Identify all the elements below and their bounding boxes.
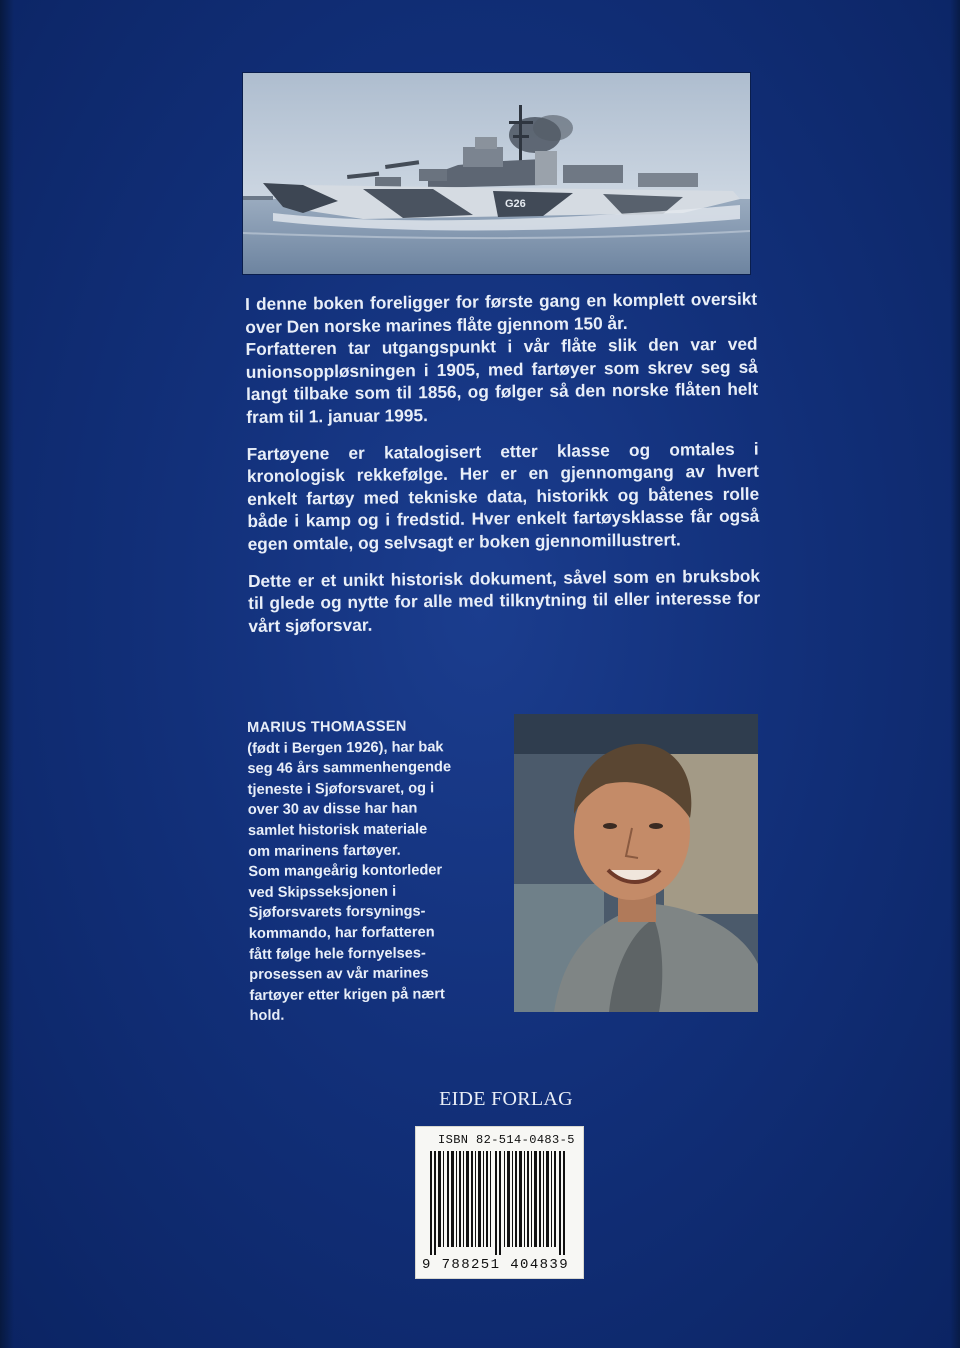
author-name: MARIUS THOMASSEN [247, 718, 407, 736]
isbn-barcode [415, 1126, 584, 1279]
blurb-intro: I denne boken foreligger for første gang en komplett oversikt over Den norske marines flåte gjennom 150 år. [245, 288, 758, 337]
cover-right-edge [950, 0, 960, 1348]
author-bio-line: seg 46 års sammenhengende [247, 759, 452, 778]
author-bio-line: kommando, har forfatteren [248, 924, 435, 942]
author-bio-line: over 30 av disse har han [247, 800, 418, 819]
author-bio-line: hold. [249, 1007, 285, 1025]
isbn-label: ISBN 82-514-0483-5 [438, 1133, 575, 1147]
author-bio-line: prosessen av vår marines [249, 965, 429, 984]
author-bio-line: (født i Bergen 1926), har bak [247, 738, 444, 757]
author-bio-line: om marinens fartøyer. [248, 842, 401, 860]
cover-left-edge [0, 0, 14, 1348]
blurb-paragraph-2: Fartøyene er katalogisert etter klasse og omtales i kronologisk rekkefølge. Her er en gjennomgang av hvert enkelt fartøy med tekniske data, historikk og båtenes rolle både i kamp og i fredstid. Hver enkelt fartøysklasse får også egen omtale, og selvsagt er boken gjennomillustrert. [246, 438, 760, 554]
warship-photo [243, 73, 750, 274]
author-bio-line: ved Skipsseksjonen i [248, 883, 397, 901]
barcode-bars [424, 1151, 576, 1255]
author-bio-line: Sjøforsvarets forsynings- [248, 903, 426, 922]
author-bio [247, 716, 512, 1027]
author-bio-line: fått følge hele fornyelses- [248, 944, 426, 963]
back-cover-blurb [245, 288, 761, 652]
ean-number: 9 788251 404839 [422, 1257, 570, 1273]
warship-illustration [243, 73, 750, 274]
hull-number: G26 [505, 198, 526, 210]
author-bio-line: Som mangeårig kontorleder [248, 862, 443, 881]
author-bio-line: tjeneste i Sjøforsvaret, og i [247, 780, 435, 798]
blurb-scope: Forfatteren tar utgangspunkt i vår flåte slik den var ved unionsoppløsningen i 1905, med fartøyer som skrev seg så langt tilbake som til 1856, og følger så den norske flåten helt fram til 1. januar 1995. [245, 333, 759, 427]
author-bio-line: fartøyer etter krigen på nært [249, 986, 445, 1004]
author-portrait-illustration [514, 714, 758, 1012]
blurb-paragraph-3: Dette er et unikt historisk dokument, såvel som en bruksbok til glede og nytte for alle med tilknytning til eller interesse for vårt sjøforsvar. [247, 565, 761, 636]
publisher-name: EIDE FORLAG [439, 1088, 573, 1110]
author-portrait [514, 714, 758, 1012]
blurb-paragraph-1 [245, 288, 758, 429]
author-bio-line: samlet historisk materiale [247, 821, 428, 839]
